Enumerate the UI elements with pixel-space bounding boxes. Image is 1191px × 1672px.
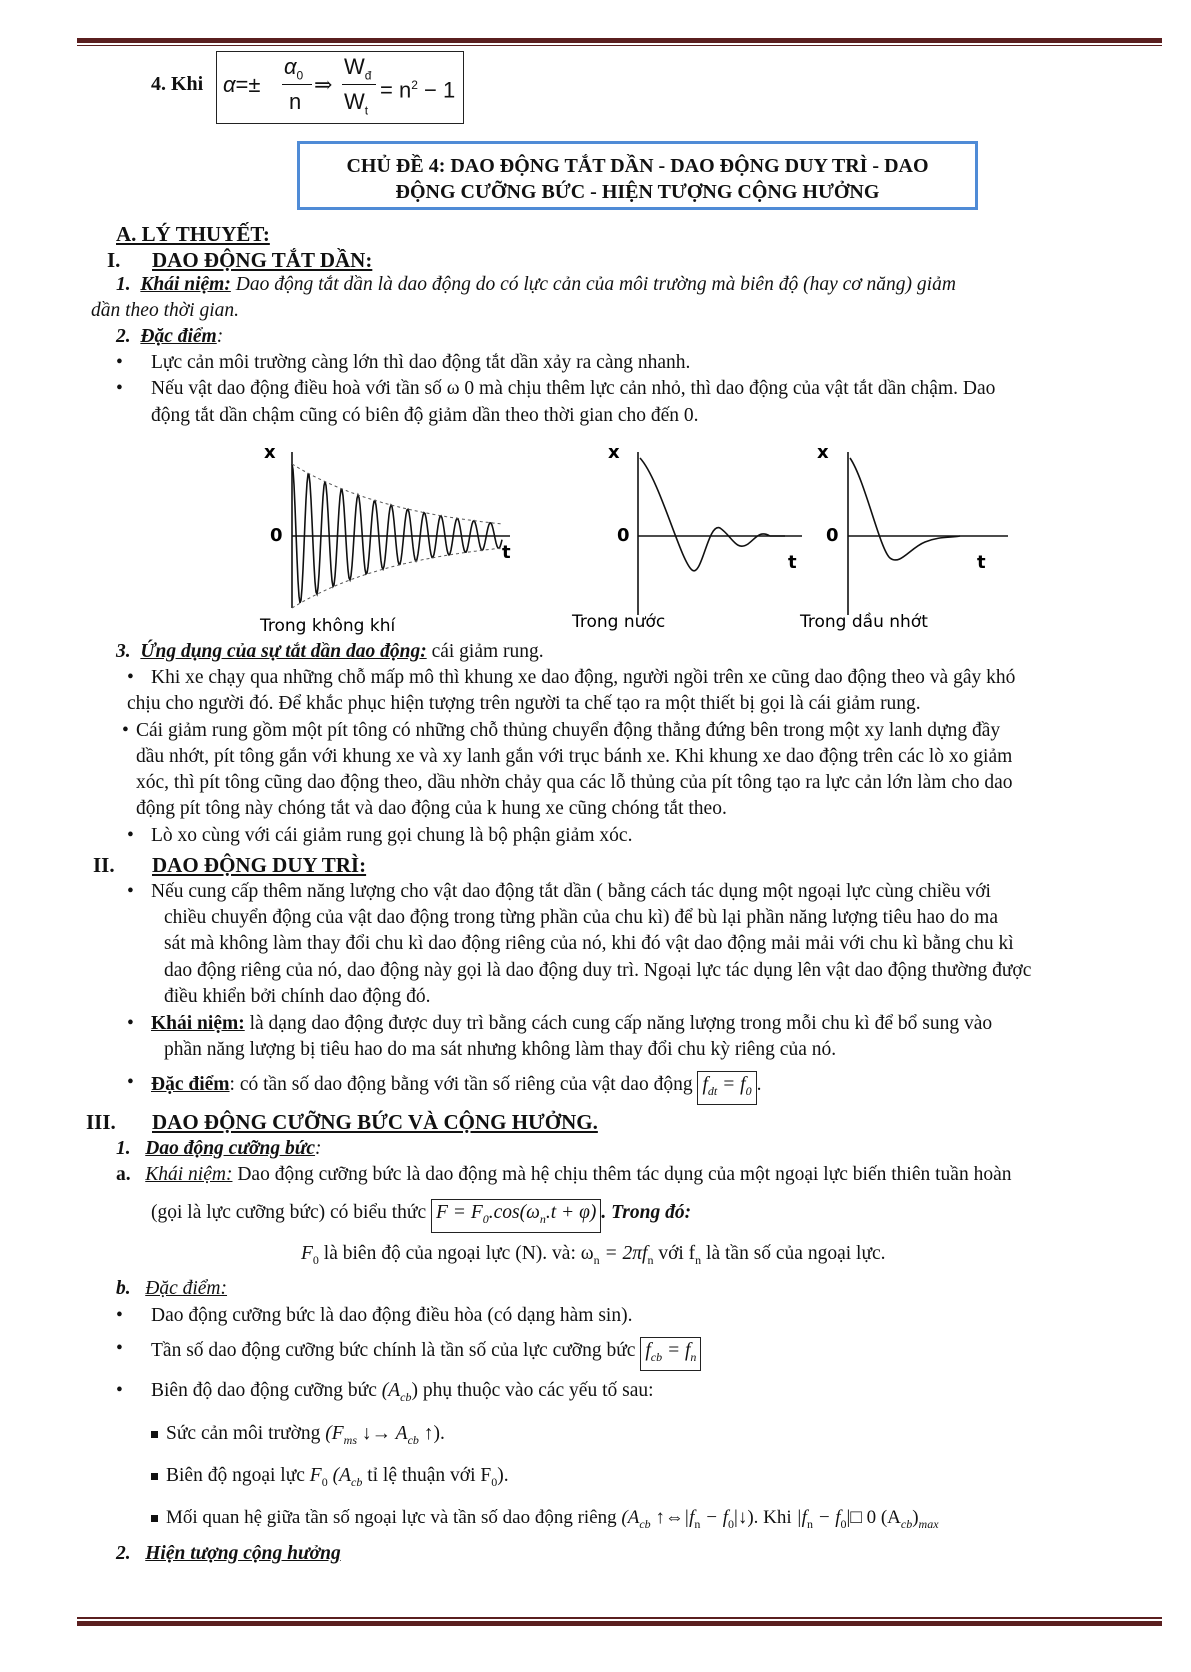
sec2-b3: Đặc điểm: có tần số dao động bằng với tần số riêng của vật dao động $f_{dt} = f_0$ . xyxy=(151,1071,761,1105)
graph2-t-label: t xyxy=(788,552,797,573)
bullet-dot: • xyxy=(127,1013,134,1034)
formula4-denominator: n xyxy=(289,89,302,114)
force-formula-box: $F = F_0.\cos(\omega_n.t + \varphi)$ xyxy=(431,1199,601,1233)
bullet-dot: • xyxy=(116,1305,123,1326)
graph3-origin: 0 xyxy=(826,525,839,546)
topic-line-2: ĐỘNG CƯỠNG BỨC - HIỆN TƯỢNG CỘNG HƯỞNG xyxy=(395,181,880,203)
formula4-wt: $W_t$ xyxy=(344,89,369,118)
bullet-dot: • xyxy=(116,352,123,373)
sec1-p1-cont: dần theo thời gian. xyxy=(91,300,239,321)
graph2-caption: Trong nước xyxy=(572,612,666,632)
fraction-bar-2 xyxy=(342,84,376,85)
sec1-u1-cont: chịu cho người đó. Để khắc phục hiện tượng trên người ta chế tạo ra một thiết bị gọi là cái giảm rung. xyxy=(127,693,921,714)
formula4-wd: $W_đ$ xyxy=(344,54,372,83)
sec1-p1: 1. Khái niệm: Dao động tắt dần là dao động do có lực cản của môi trường mà biên độ (hay cơ năng) giảm xyxy=(116,274,956,295)
graph3-t-label: t xyxy=(977,552,986,573)
sec3-p1: 1. Dao động cưỡng bức: xyxy=(116,1138,322,1159)
sec1-b1: Lực cản môi trường càng lớn thì dao động tắt dần xảy ra càng nhanh. xyxy=(151,352,691,373)
graph1-caption: Trong không khí xyxy=(260,616,396,636)
sec3-a-line3: $F_0$ là biên độ của ngoại lực (N). và: $\omega_n = 2\pi f_n$ với $f_n$ là tần số của ngoại lực. xyxy=(301,1243,886,1267)
implies-symbol: ⇒ xyxy=(314,72,333,97)
fraction-bar xyxy=(282,84,312,85)
sec3-s3: Mối quan hệ giữa tần số ngoại lực và tần số dao động riêng ($A_{cb}$ $↑\Leftrightarrow|f_n$ − $f_0|↓$). Khi $|f_n$ − $f_0|□$ 0 $(A_{cb})_{max}$ xyxy=(151,1506,939,1536)
sec2-b1-cont2: sát mà không làm thay đổi chu kì dao động riêng của nó, khi đó vật dao động mải mải với chu kì bằng chu kì xyxy=(164,933,1014,954)
graph3-caption: Trong dầu nhớt xyxy=(800,612,928,632)
sec3-c1: Dao động cưỡng bức là dao động điều hòa (có dạng hàm sin). xyxy=(151,1305,633,1326)
sec3-c2: Tần số dao động cưỡng bức chính là tần số của lực cưỡng bức $f_{cb} = f_n$ xyxy=(151,1337,701,1371)
sec3-a: a. Khái niệm: Dao động cưỡng bức là dao động mà hệ chịu thêm tác dụng của một ngoại lực biến thiên tuần hoàn xyxy=(116,1164,1012,1185)
graph3-oil-curve xyxy=(850,458,960,560)
fcb-formula-box: $f_{cb} = f_n$ xyxy=(640,1337,701,1371)
graph2-origin: 0 xyxy=(617,525,630,546)
graph2-x-label: x xyxy=(608,442,620,463)
bullet-dot: • xyxy=(127,1072,134,1093)
square-bullet xyxy=(151,1431,158,1438)
sec2-b1-cont1: chiều chuyển động của vật dao động trong từng phần của chu kì) để bù lại phần năng lượng tiêu hao do ma xyxy=(164,907,998,928)
bullet-dot: • xyxy=(116,1380,123,1401)
sec3-a-cont: (gọi là lực cưỡng bức) có biểu thức $F = F_0.\cos(\omega_n.t + \varphi)$ . Trong đó: xyxy=(151,1199,691,1233)
sec3-b: b. Đặc điểm: xyxy=(116,1278,228,1299)
sec1-u2-cont2: xóc, thì pít tông cũng dao động theo, dầu nhờn chảy qua các lỗ thủng của pít tông tạo ra lực cản lớn làm cho dao xyxy=(136,772,1013,793)
topic-title-box xyxy=(297,141,978,210)
sec3-s2: Biên độ ngoại lực $F_0$ ($A_{cb}$ tỉ lệ thuận với $F_0$). xyxy=(151,1464,509,1494)
sec2-title: DAO ĐỘNG DUY TRÌ: xyxy=(152,853,367,877)
sec2-b1-cont3: dao động riêng của nó, dao động này gọi là dao động duy trì. Ngoại lực tác dụng lên vật dao động thường được xyxy=(164,960,1032,981)
formula4-label: 4. Khi xyxy=(151,73,204,95)
sec1-b2-cont: động tắt dần chậm cũng có biên độ giảm dần theo thời gian cho đến 0. xyxy=(151,405,699,426)
sec1-u2-cont3: động pít tông này chóng tắt và dao động của k hung xe cũng chóng tắt theo. xyxy=(136,798,727,819)
formula4-equation: α=± xyxy=(223,72,261,97)
sec2-b2: Khái niệm: là dạng dao động được duy trì bằng cách cung cấp năng lượng trong mỗi chu kì để bổ sung vào xyxy=(151,1013,993,1034)
sec1-u3: Lò xo cùng với cái giảm rung gọi chung là bộ phận giảm xóc. xyxy=(151,825,633,846)
bullet-dot: • xyxy=(127,825,134,846)
sec2-num: II. xyxy=(93,853,115,877)
sec1-num: I. xyxy=(107,248,121,272)
sec1-p2: 2. Đặc điểm: xyxy=(116,326,224,347)
bullet-dot: • xyxy=(122,720,129,741)
formula4-rhs: = $n^2 - 1$ xyxy=(380,77,456,103)
fdt-formula-box: $f_{dt} = f_0$ xyxy=(697,1071,756,1105)
sec3-p2: 2. Hiện tượng cộng hưởng xyxy=(116,1543,341,1564)
bullet-dot: • xyxy=(127,881,134,902)
bullet-dot: • xyxy=(116,1338,123,1359)
sec1-title: DAO ĐỘNG TẮT DẦN: xyxy=(152,248,373,272)
section-a-heading: A. LÝ THUYẾT: xyxy=(116,222,270,246)
sec2-b1-cont4: điều khiển bởi chính dao động đó. xyxy=(164,986,431,1007)
sec2-b1: Nếu cung cấp thêm năng lượng cho vật dao động tắt dần ( bằng cách tác dụng một ngoại lực cùng chiều với xyxy=(151,881,991,902)
graph1-origin: 0 xyxy=(270,525,283,546)
square-bullet xyxy=(151,1515,158,1522)
sec2-b2-cont: phần năng lượng bị tiêu hao do ma sát nhưng không làm thay đổi chu kỳ riêng của nó. xyxy=(164,1039,837,1060)
sec1-u1: Khi xe chạy qua những chỗ mấp mô thì khung xe dao động, người ngồi trên xe cũng dao động theo và gây khó xyxy=(151,667,1016,688)
sec1-u2: Cái giảm rung gồm một pít tông có những chỗ thủng chuyển động thẳng đứng bên trong một xy lanh dựng đầy xyxy=(136,720,1001,741)
bullet-dot: • xyxy=(116,378,123,399)
top-rule-thin xyxy=(77,45,1162,46)
sec3-num: III. xyxy=(86,1110,116,1134)
topic-line-1: CHỦ ĐỀ 4: DAO ĐỘNG TẮT DẦN - DAO ĐỘNG DUY TRÌ - DAO xyxy=(346,155,929,177)
graph2-water-curve xyxy=(640,458,785,571)
sec1-u2-cont1: dầu nhớt, pít tông gắn với khung xe và xy lanh gắn với trục bánh xe. Khi khung xe dao động trên các lò xo giảm xyxy=(136,746,1013,767)
sec1-p3: 3. Ứng dụng của sự tắt dần dao động: cái giảm rung. xyxy=(116,641,544,662)
damped-oscillation-graphs xyxy=(240,440,1030,640)
sec3-s1: Sức cản môi trường ($F_{ms}$ ↓→ $A_{cb}$ ↑). xyxy=(151,1422,445,1452)
sec3-title: DAO ĐỘNG CƯỠNG BỨC VÀ CỘNG HƯỞNG. xyxy=(152,1110,598,1134)
graph3-x-label: x xyxy=(817,442,829,463)
top-rule xyxy=(77,38,1162,43)
graph1-t-label: t xyxy=(502,542,511,563)
graph1-x-label: x xyxy=(264,442,276,463)
bottom-rule xyxy=(77,1621,1162,1626)
bullet-dot: • xyxy=(127,667,134,688)
sec3-c3: Biên độ dao động cưỡng bức $(A_{cb})$ phụ thuộc vào các yếu tố sau: xyxy=(151,1380,654,1404)
square-bullet xyxy=(151,1473,158,1480)
formula4-numerator: $\alpha_0$ xyxy=(284,54,304,83)
bottom-rule-thin xyxy=(77,1617,1162,1619)
sec1-b2: Nếu vật dao động điều hoà với tần số ω 0 mà chịu thêm lực cản nhỏ, thì dao động của vật tắt dần chậm. Dao xyxy=(151,378,996,399)
graph1-damped-curve xyxy=(292,464,502,603)
